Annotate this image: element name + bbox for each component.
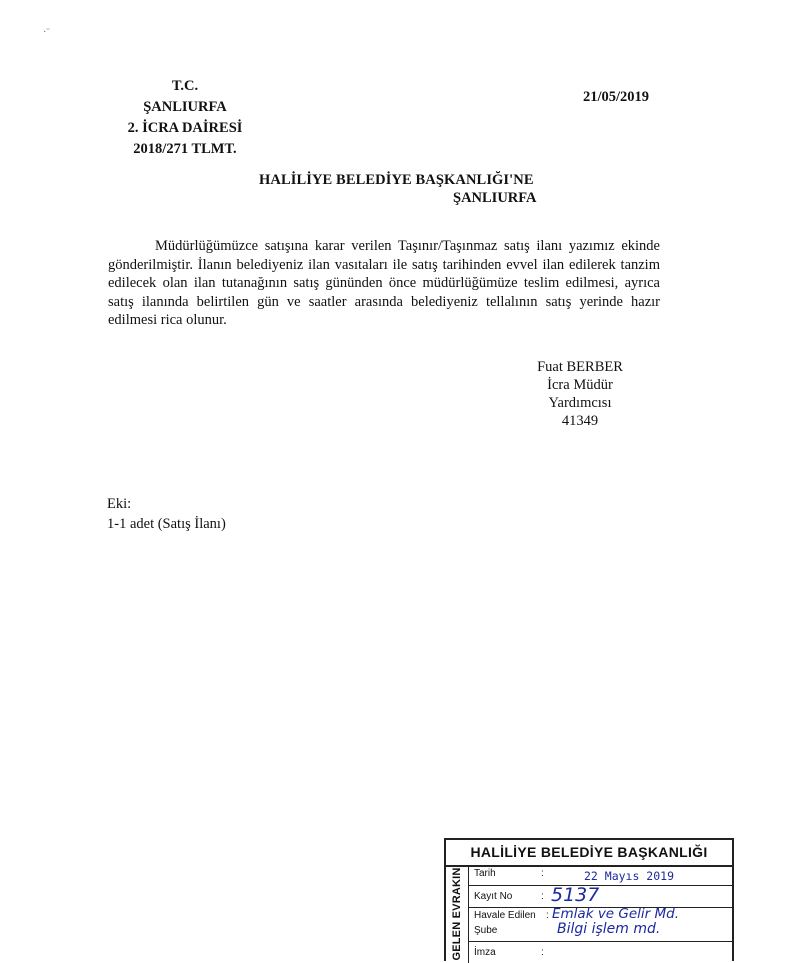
stamp-side-text: GELEN EVRAKIN [451,867,463,961]
stamp-havale-label: Havale Edilen [474,910,536,921]
stamp-title: HALİLİYE BELEDİYE BAŞKANLIĞI [446,840,732,867]
signatory-name: Fuat BERBER [537,359,623,375]
attachment-label: Eki: [107,496,132,512]
signatory-number: 41349 [561,413,599,429]
stamp-row-imza [469,941,734,963]
stamp-side-label [446,865,469,963]
stamp-kayit-value: 5137 [551,884,600,906]
letter-body: Müdürlüğümüzce satışına karar verilen Taşınır/Taşınmaz satış ilanı yazımız ekinde gönderilmiştir. İlanın belediyeniz ilan vasıtaları ile satış tarihinden evvel ilan edilerek tanzim edilecek olan ilan tutanağının satış gününden önce müdürlüğümüze teslim edilmesi, ayrıca satış ilanında belirtilen gün ve saatler arasında belediyeniz tellalının satış yerinde hazır edilmesi rica olunur. [108,238,660,328]
stamp-sube-value: Bilgi işlem md. [557,921,661,937]
incoming-document-stamp [444,838,734,961]
stamp-imza-colon: : [541,947,544,958]
stamp-sube-label: Şube [474,925,498,936]
stamp-kayit-colon: : [541,891,544,902]
document-date: 21/05/2019 [583,89,650,105]
stamp-havale-colon: : [546,910,549,921]
stamp-row-tarih [469,865,734,886]
stamp-havale-value: Emlak ve Gelir Md. [552,906,680,922]
signature-block [520,358,640,430]
header-line-tc: T.C. [171,78,199,94]
court-header [110,76,260,160]
stamp-imza-label: İmza [474,947,496,958]
recipient-name: HALİLİYE BELEDİYE BAŞKANLIĞI'NE [259,172,534,188]
recipient-city: ŞANLIURFA [453,190,537,206]
stamp-tarih-colon: : [541,868,544,879]
stamp-row-kayit [469,885,734,908]
scan-artifact: ·¨ [43,27,50,38]
signatory-title: İcra Müdür Yardımcısı [547,377,613,411]
header-line-file-no: 2018/271 TLMT. [133,141,237,157]
stamp-row-havale [469,907,734,942]
stamp-tarih-value: 22 Mayıs 2019 [584,869,675,883]
stamp-kayit-label: Kayıt No [474,891,513,902]
attachment-item: 1-1 adet (Satış İlanı) [107,516,226,532]
stamp-tarih-label: Tarih [474,868,496,879]
attachment-block [107,494,226,534]
header-line-office: 2. İCRA DAİRESİ [127,120,243,136]
header-line-city: ŞANLIURFA [143,99,227,115]
